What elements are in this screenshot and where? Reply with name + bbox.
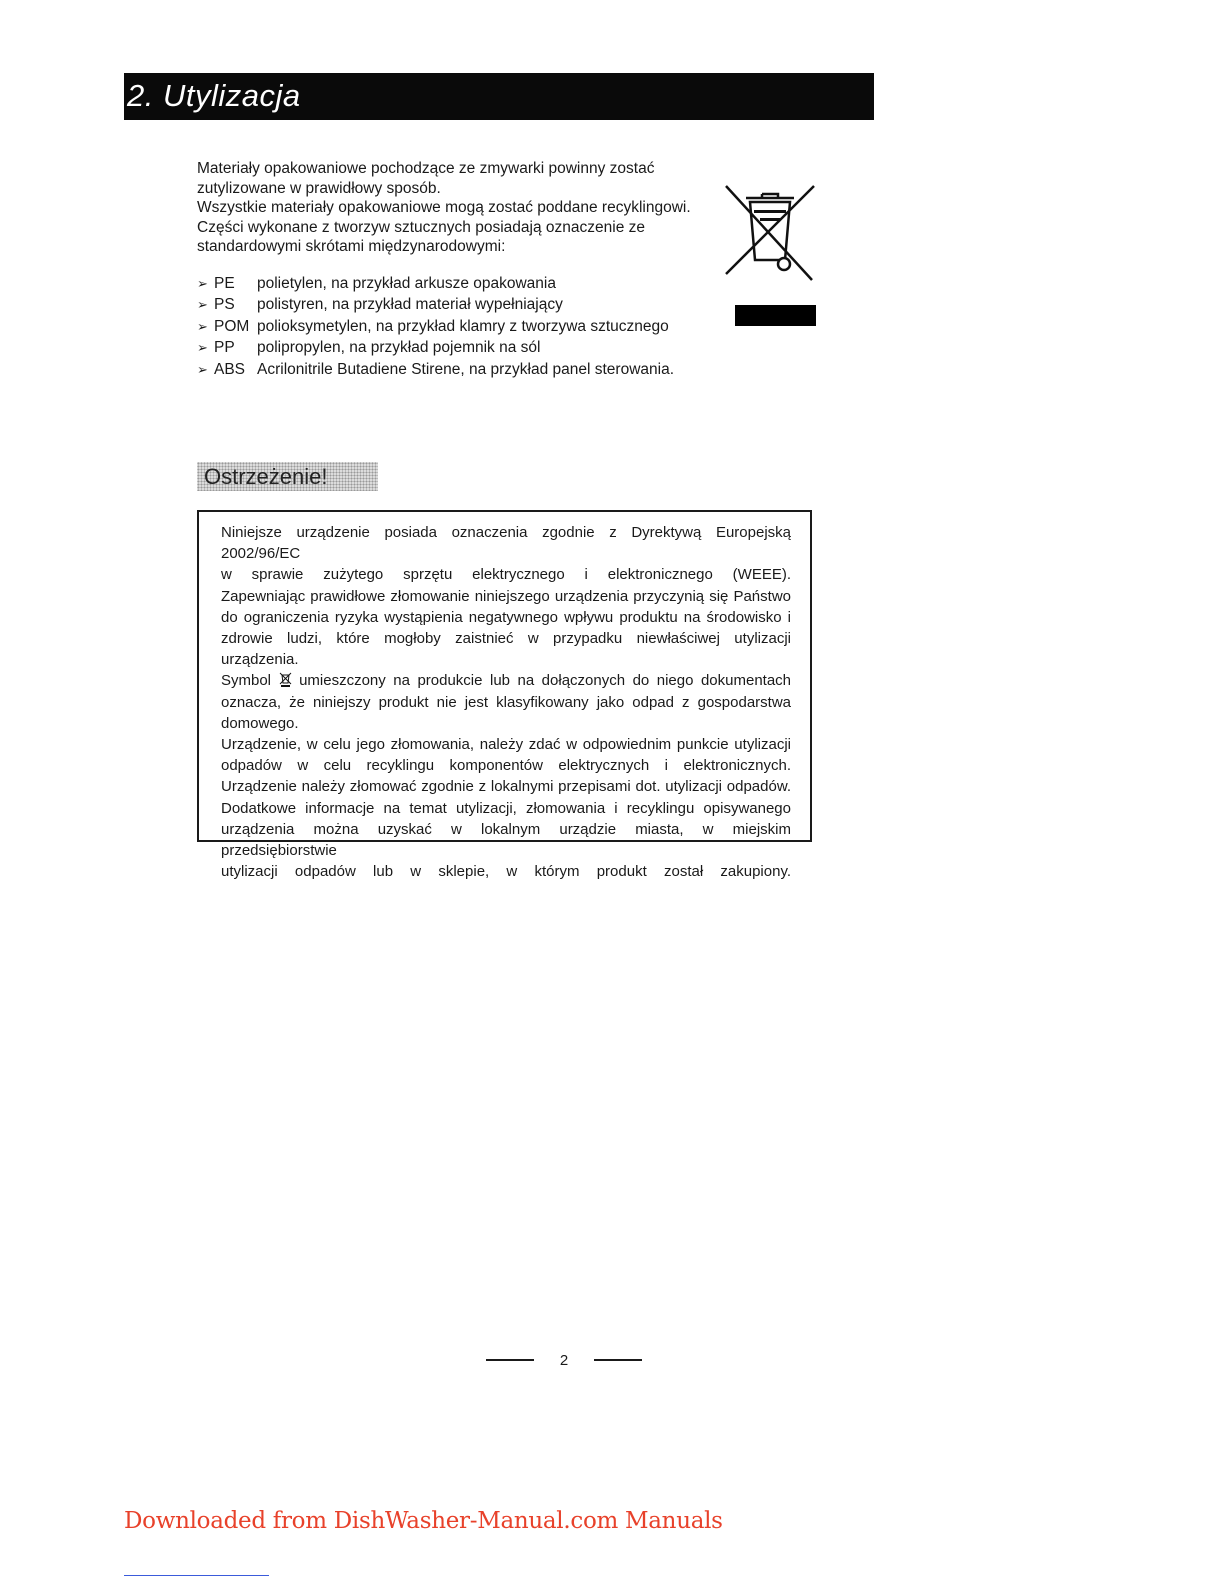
arrow-bullet-icon: ➢ <box>197 361 208 377</box>
material-code: PS <box>214 296 235 314</box>
warning-line: Dodatkowe informacje na temat utylizacji, złomowania i recyklingu opisywanego <box>221 799 791 817</box>
crossed-out-wheelie-bin-icon <box>279 672 292 687</box>
crossed-out-wheelie-bin-icon <box>724 180 816 284</box>
material-code: POM <box>214 317 250 335</box>
warning-box <box>197 510 812 881</box>
material-description: Acrilonitrile Butadiene Stirene, na przykład panel sterowania. <box>257 360 675 378</box>
warning-line: do ograniczenia ryzyka wystąpienia negatywnego wpływu produktu na środowisko i <box>221 608 791 626</box>
warning-line: odpadów w celu recyklingu komponentów elektrycznych i elektronicznych. <box>221 757 791 775</box>
weee-black-bar <box>735 305 816 326</box>
footer-underline <box>124 1575 269 1576</box>
intro-line: Materiały opakowaniowe pochodzące ze zmywarki powinny zostać <box>197 160 655 177</box>
material-code: PP <box>214 339 235 357</box>
arrow-bullet-icon: ➢ <box>197 318 208 334</box>
warning-line: oznacza, że niniejszy produkt nie jest klasyfikowany jako odpad z gospodarstwa <box>221 693 791 711</box>
warning-line: domowego. <box>221 714 299 732</box>
warning-line: urządzenia można uzyskać w lokalnym urządzie miasta, w miejskim przedsiębiorstwie <box>221 820 791 860</box>
list-item <box>197 316 757 338</box>
page-number-dash <box>594 1359 642 1361</box>
section-header-bar <box>124 73 874 120</box>
symbol-sentence: umieszczony na produkcie lub na dołączonych do niego dokumentach <box>299 672 792 690</box>
intro-paragraph <box>197 159 717 257</box>
warning-line: Urządzenie należy złomować zgodnie z lokalnymi przepisami dot. utylizacji odpadów. <box>221 778 791 796</box>
warning-symbol-line <box>221 670 791 691</box>
warning-line: zdrowie ludzi, które mogłoby zaistnieć w przypadku niewłaściwej utylizacji urządzenia. <box>221 630 791 669</box>
warning-text <box>221 522 791 882</box>
warning-heading <box>197 462 378 491</box>
page-number <box>486 1350 642 1370</box>
list-item <box>197 338 757 360</box>
material-code: ABS <box>214 360 246 378</box>
material-description: polioksymetylen, na przykład klamry z tworzywa sztucznego <box>257 317 669 335</box>
list-item <box>197 273 757 295</box>
material-description: polietylen, na przykład arkusze opakowania <box>257 274 556 292</box>
arrow-bullet-icon: ➢ <box>197 340 208 356</box>
warning-line: utylizacji odpadów lub w sklepie, w którym produkt został zakupiony. <box>221 863 791 881</box>
list-item <box>197 359 757 381</box>
material-description: polipropylen, na przykład pojemnik na sól <box>257 339 541 357</box>
intro-line: Części wykonane z tworzyw sztucznych posiadają oznaczenie ze <box>197 218 645 236</box>
warning-line: Niniejsze urządzenie posiada oznaczenia zgodnie z Dyrektywą Europejską 2002/96/EC <box>221 524 791 563</box>
warning-line: Zapewniając prawidłowe złomowanie niniejszego urządzenia przyczynią się Państwo <box>221 587 791 605</box>
arrow-bullet-icon: ➢ <box>197 297 208 313</box>
download-source-link[interactable]: Downloaded from DishWasher-Manual.com Manuals <box>124 1508 723 1534</box>
materials-list <box>197 273 757 381</box>
material-description: polistyren, na przykład materiał wypełniający <box>257 296 563 314</box>
warning-line: w sprawie zużytego sprzętu elektrycznego i elektronicznego (WEEE). <box>221 566 791 584</box>
intro-line: zutylizowane w prawidłowy sposób. <box>197 179 441 197</box>
list-item <box>197 295 757 317</box>
warning-line: Urządzenie, w celu jego złomowania, należy zdać w odpowiednim punkcie utylizacji <box>221 736 791 754</box>
material-code: PE <box>214 274 235 292</box>
intro-line: Wszystkie materiały opakowaniowe mogą zostać poddane recyklingowi. <box>197 199 691 216</box>
arrow-bullet-icon: ➢ <box>197 275 208 291</box>
symbol-word: Symbol <box>221 672 272 690</box>
intro-line: standardowymi skrótami międzynarodowymi: <box>197 238 506 255</box>
section-title: 2. Utylizacja <box>127 78 301 113</box>
page-number-dash <box>486 1359 534 1361</box>
page-number-text: 2 <box>559 1351 569 1369</box>
warning-heading-text: Ostrzeżenie! <box>204 464 328 489</box>
